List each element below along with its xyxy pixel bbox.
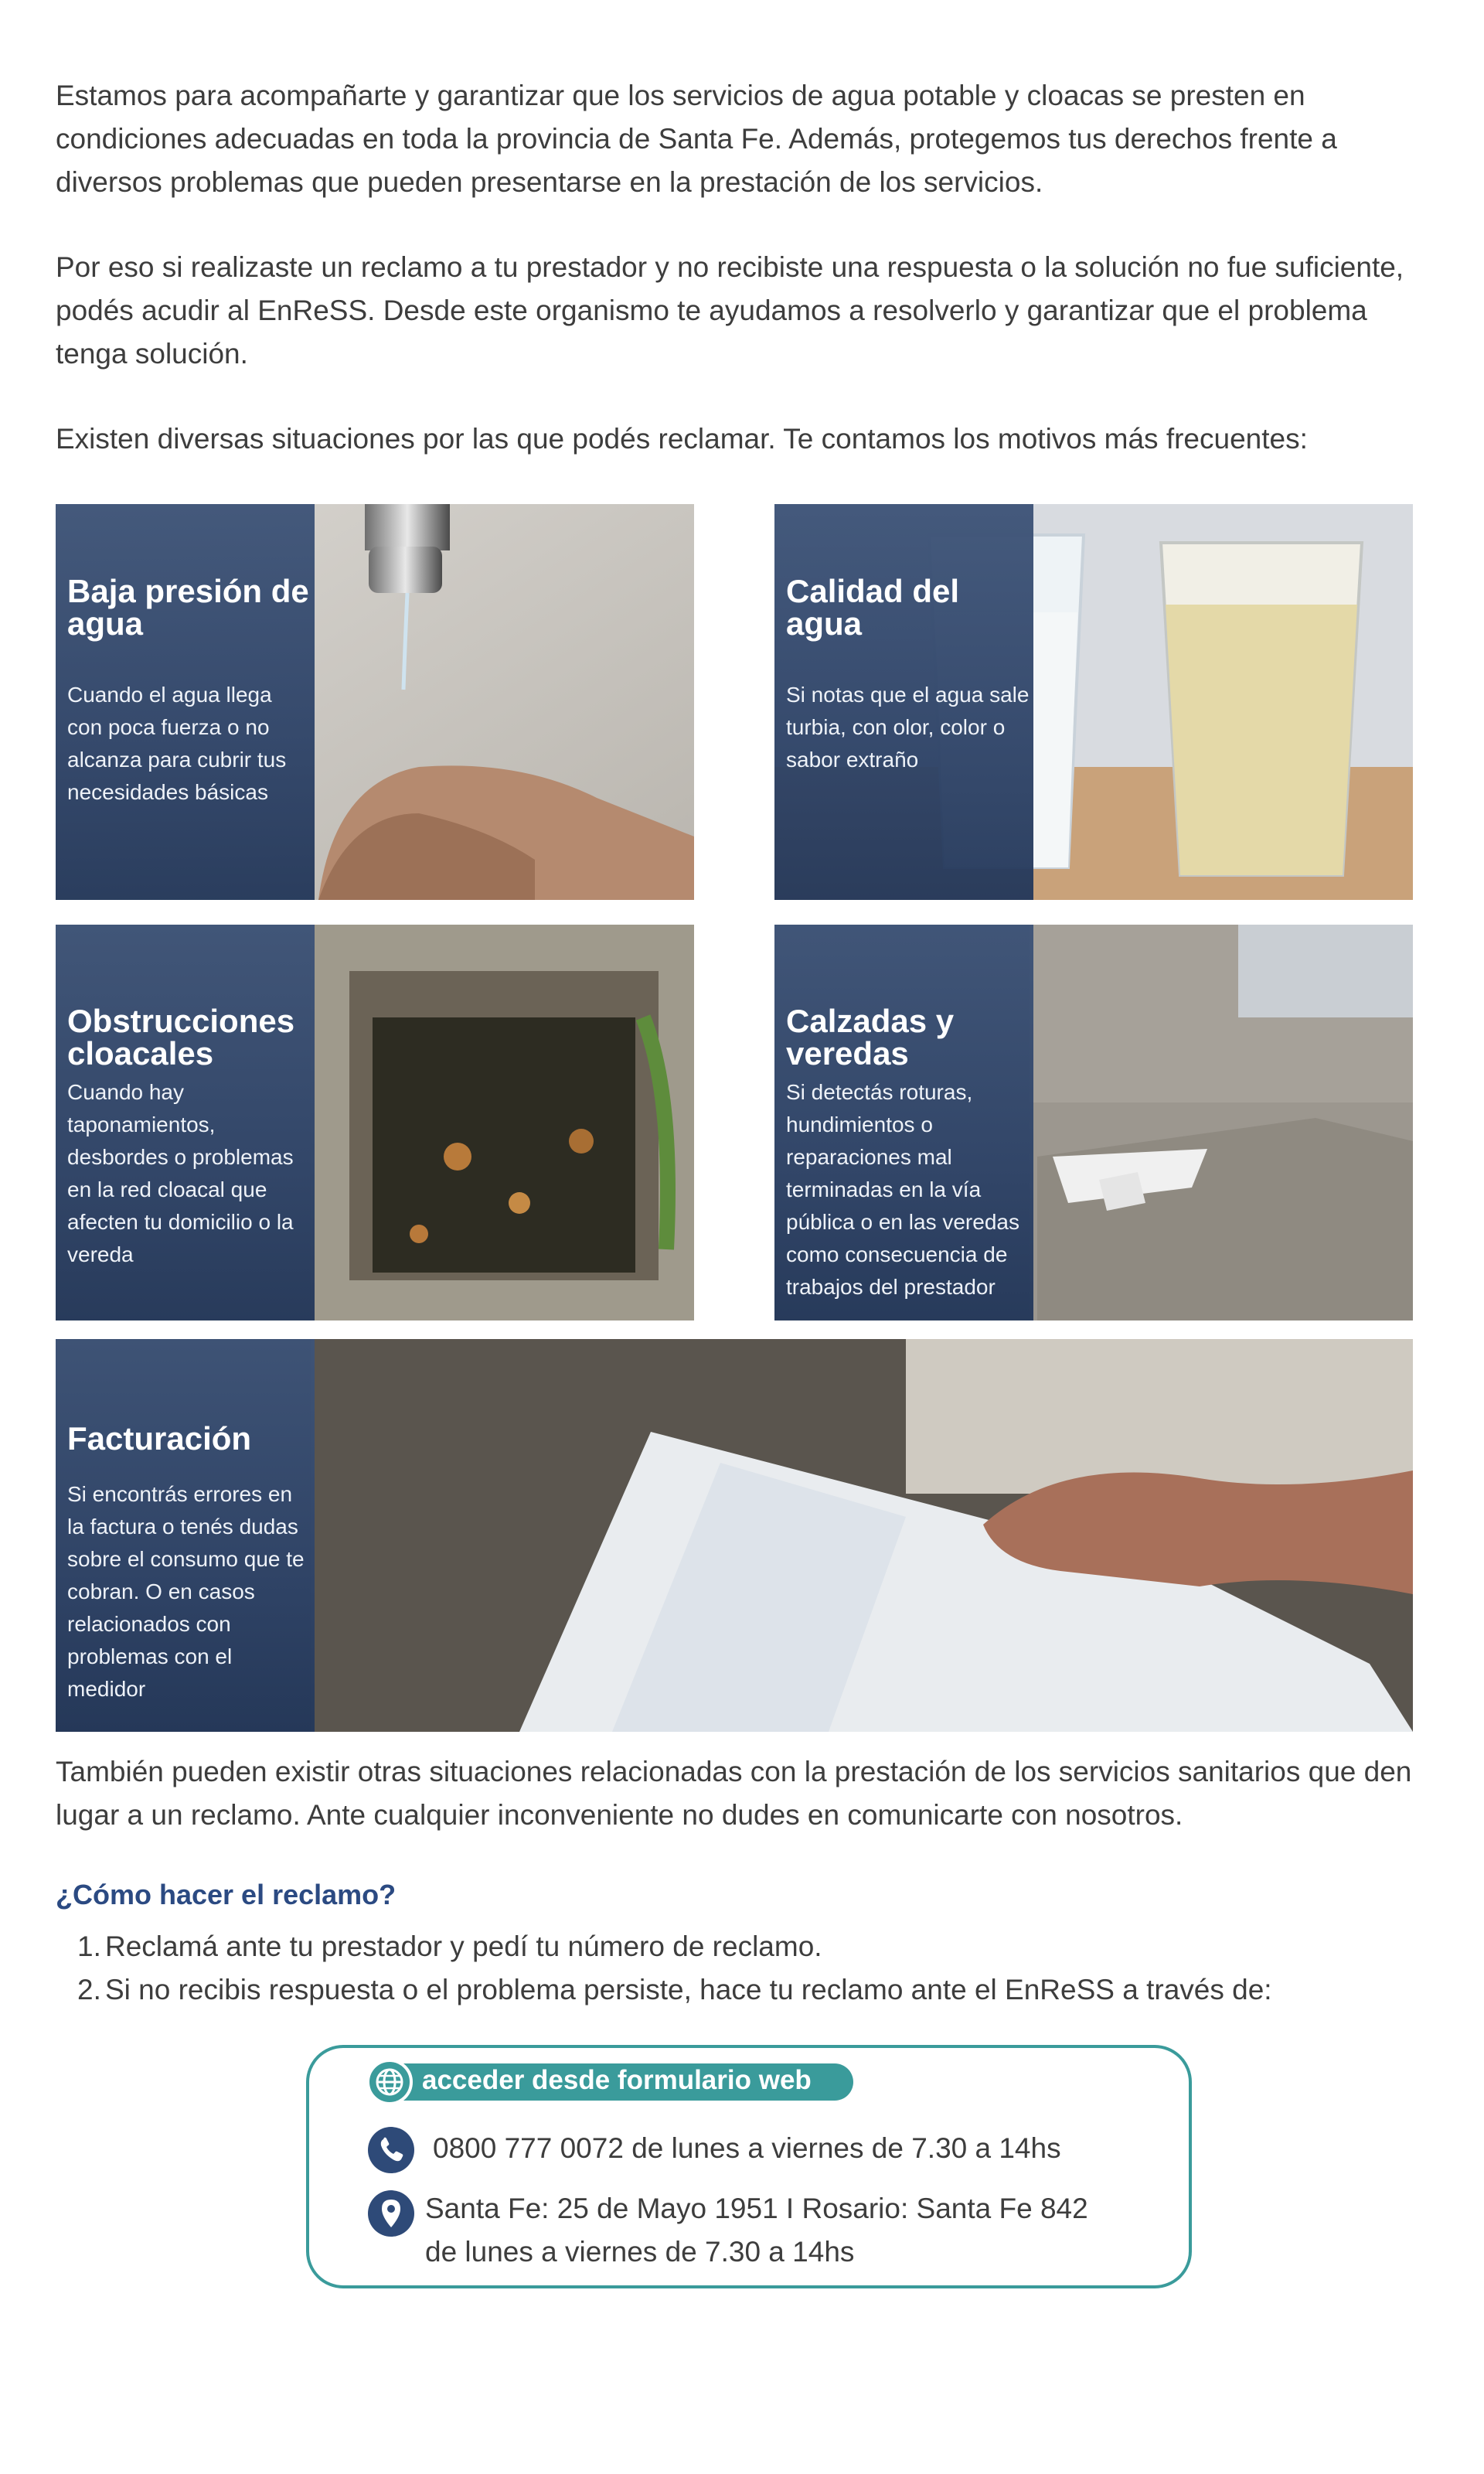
card-description: Cuando el agua llega con poca fuerza o no alcanza para cubrir tus necesidades básicas [67,683,287,804]
card-title: Facturación [67,1420,252,1457]
card-obstrucciones-cloacales[interactable] [56,925,694,1320]
location-pin-icon [368,2190,414,2237]
how-to-claim-heading: ¿Cómo hacer el reclamo? [56,1879,397,1910]
card-calidad-agua[interactable] [774,504,1413,900]
other-situations-paragraph: También pueden existir otras situaciones relacionadas con la prestación de los servicios sanitarios que den lugar a un reclamo. Ante cualquier inconveniente no dudes en comunicarte con nosotros. [56,1756,1412,1831]
claim-steps-list [77,1925,1272,2012]
address-line-2: de lunes a viernes de 7.30 a 14hs [425,2236,855,2268]
card-title: Obstrucciones cloacales [67,1003,295,1072]
intro-paragraph-2: Por eso si realizaste un reclamo a tu prestador y no recibiste una respuesta o la solución no fue suficiente, podés acudir al EnReSS. Desde este organismo te ayudamos a resolverlo y garantizar que el problema tenga solución. [56,251,1404,370]
card-baja-presion[interactable] [56,504,694,900]
card-description: Si notas que el agua sale turbia, con olor, color o sabor extraño [786,683,1030,772]
card-description: Si detectás roturas, hundimientos o reparaciones mal terminadas en la vía pública o en las veredas como consecuencia de trabajos del prestador [786,1080,1019,1299]
intro-paragraph-3: Existen diversas situaciones por las que podés reclamar. Te contamos los motivos más frecuentes: [56,423,1308,455]
card-description: Si encontrás errores en la factura o tenés dudas sobre el consumo que te cobran. O en casos relacionados con problemas con el medidor [67,1482,305,1701]
card-title: Baja presión de agua [67,573,309,642]
web-form-label: acceder desde formulario web [422,2065,812,2095]
intro-paragraph-1: Estamos para acompañarte y garantizar que los servicios de agua potable y cloacas se presten en condiciones adecuadas en toda la provincia de Santa Fe. Además, protegemos tus derechos frente a diversos problemas que pueden presentarse en la prestación de los servicios. [56,80,1337,198]
web-form-button[interactable] [371,2063,853,2101]
claim-step: 1. Reclamá ante tu prestador y pedí tu número de reclamo. [77,1930,822,1962]
card-title: Calzadas y veredas [786,1003,955,1072]
card-description: Cuando hay taponamientos, desbordes o problemas en la red cloacal que afecten tu domicilio o la vereda [67,1080,294,1266]
card-facturacion[interactable] [56,1339,1413,1732]
card-calzadas-veredas[interactable] [774,925,1413,1320]
claim-step: 2. Si no recibis respuesta o el problema persiste, hace tu reclamo ante el EnReSS a través de: [77,1974,1272,2005]
contact-box [306,2045,1192,2288]
globe-icon [366,2059,413,2105]
phone-line: 0800 777 0072 de lunes a viernes de 7.30 a 14hs [433,2132,1061,2164]
card-title: Calidad del agua [786,573,960,642]
address-line-1: Santa Fe: 25 de Mayo 1951 I Rosario: Santa Fe 842 [425,2193,1088,2224]
phone-icon [368,2127,414,2173]
